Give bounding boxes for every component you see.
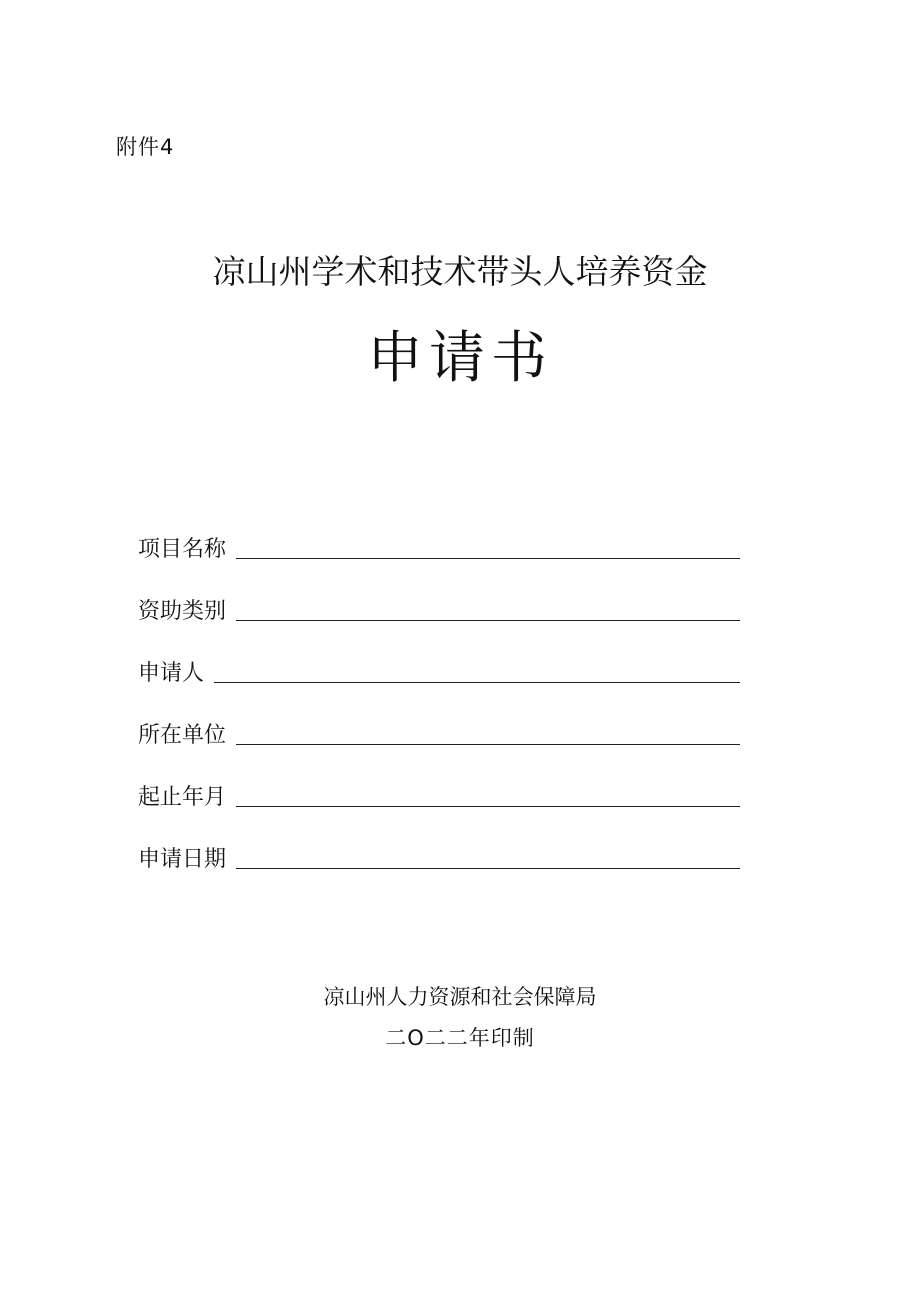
funding-category-label: 资助类别 [138,599,227,624]
application-form [138,528,740,900]
application-date-label: 申请日期 [138,847,227,872]
form-row-application-date [138,838,740,875]
applicant-blank [214,681,740,683]
form-row-project-name [138,528,740,565]
period-label: 起止年月 [138,785,227,810]
form-row-funding-category [138,590,740,627]
issuer-name: 凉山州人力资源和社会保障局 [323,985,597,1009]
applicant-label: 申请人 [138,661,205,686]
print-date: 二O二二年印制 [385,1026,535,1050]
form-row-applicant [138,652,740,689]
document-subtitle: 申请书 [367,326,553,391]
project-name-label: 项目名称 [138,537,227,562]
document-title: 凉山州学术和技术带头人培养资金 [212,252,708,291]
organization-label: 所在单位 [138,723,227,748]
application-date-blank [236,867,740,869]
period-blank [236,805,740,807]
attachment-label: 附件4 [116,135,175,159]
form-row-organization [138,714,740,751]
organization-blank [236,743,740,745]
funding-category-blank [236,619,740,621]
project-name-blank [236,557,740,559]
form-row-period [138,776,740,813]
